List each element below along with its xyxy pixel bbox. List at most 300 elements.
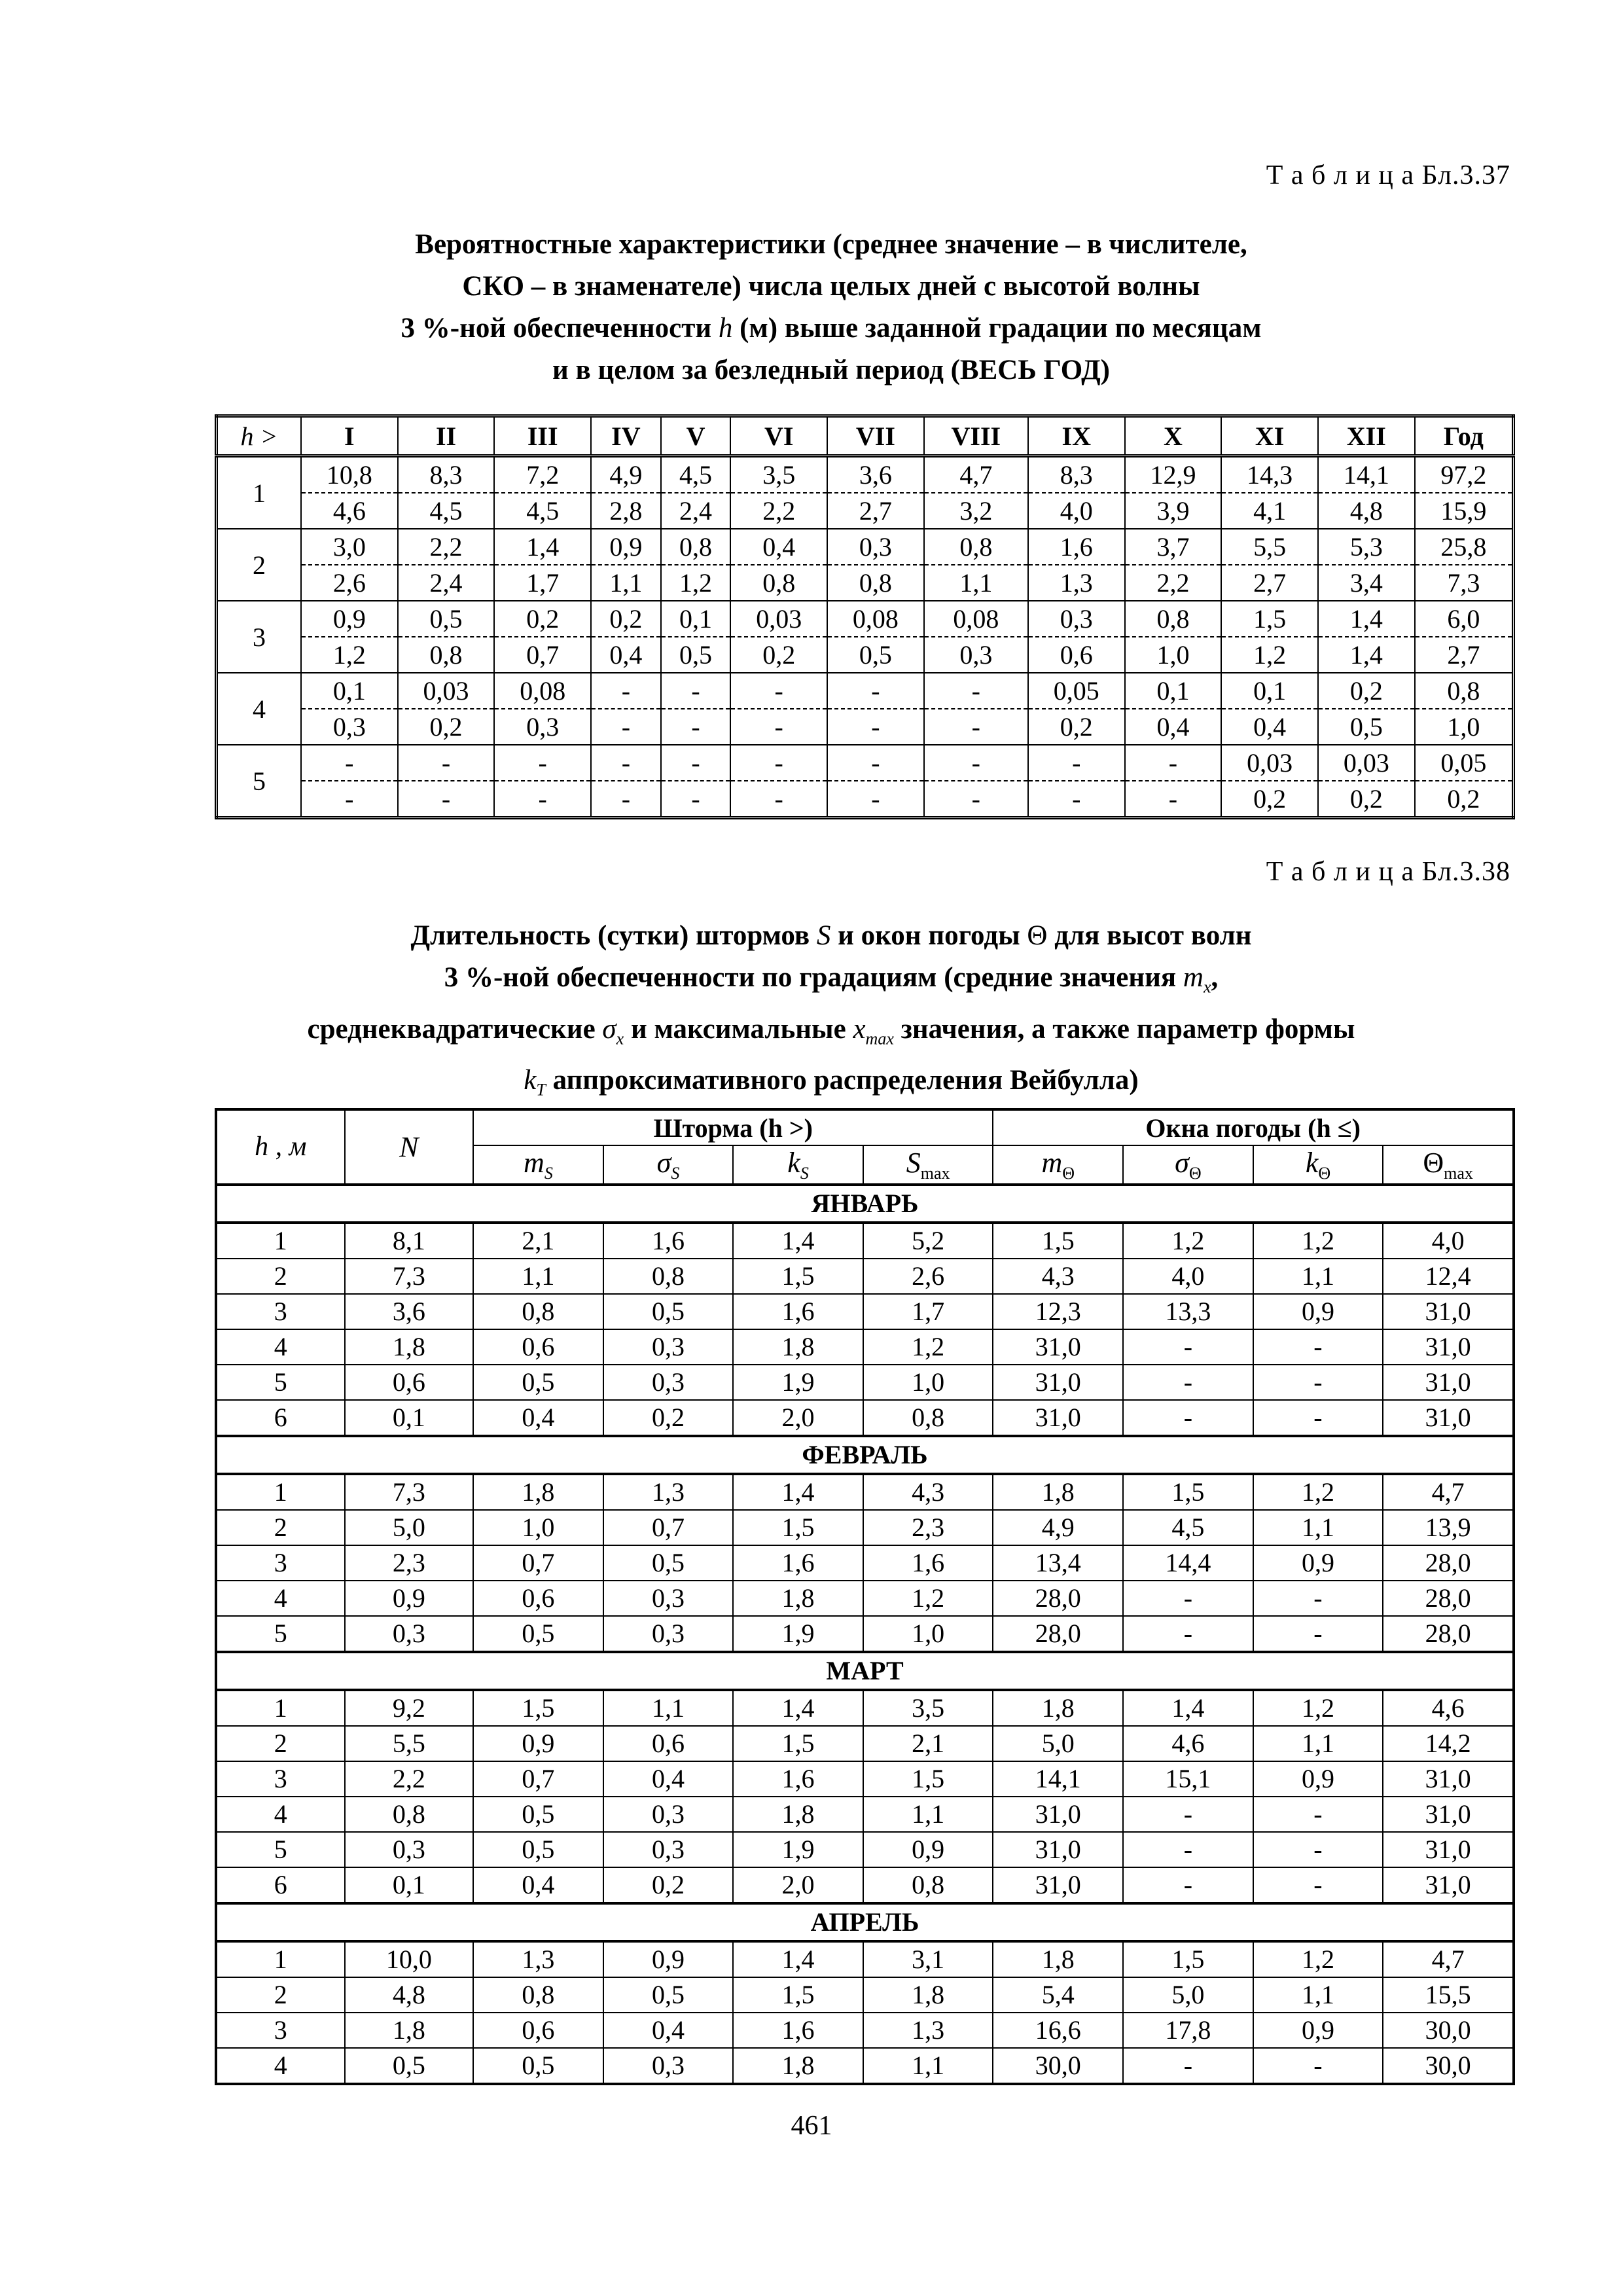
sko-cell: 0,4: [1221, 709, 1318, 745]
title-line: и в целом за безледный период (ВЕСЬ ГОД): [552, 355, 1111, 386]
table-cell: 30,0: [1383, 2013, 1514, 2048]
table-cell: 5,0: [345, 1510, 474, 1545]
table-cell: 2,0: [733, 1867, 863, 1903]
sko-cell: -: [1028, 781, 1125, 818]
mean-cell: 25,8: [1415, 529, 1514, 565]
h-header: h , м: [216, 1109, 345, 1185]
table-cell: 5,0: [993, 1726, 1123, 1761]
month-row: [216, 1185, 1514, 1223]
table-cell: 0,9: [1253, 1761, 1383, 1797]
sko-cell: 4,5: [494, 493, 591, 529]
sko-cell: 1,3: [1028, 565, 1125, 601]
table-row: [216, 1294, 1514, 1329]
mean-cell: 0,2: [1318, 673, 1415, 709]
table-row: [216, 1690, 1514, 1726]
sko-cell: 1,2: [301, 637, 398, 673]
mean-cell: 0,4: [730, 529, 827, 565]
table-cell: 31,0: [1383, 1867, 1514, 1903]
table-cell: 1,8: [473, 1474, 603, 1510]
sko-cell: 0,3: [301, 709, 398, 745]
table-cell: 1,8: [993, 1474, 1123, 1510]
sko-cell: -: [730, 781, 827, 818]
table-cell: 0,5: [345, 2048, 474, 2084]
title-line: [196, 308, 1466, 350]
sko-cell: 0,2: [1028, 709, 1125, 745]
sko-cell: 0,4: [591, 637, 661, 673]
table-cell: 1,1: [1253, 1510, 1383, 1545]
sko-cell: 0,8: [827, 565, 924, 601]
mean-cell: -: [591, 673, 661, 709]
table-cell: 2,1: [863, 1726, 993, 1761]
table-cell: 0,3: [603, 1616, 734, 1652]
sko-cell: 0,5: [1318, 709, 1415, 745]
table-cell: 31,0: [1383, 1294, 1514, 1329]
table-cell: 0,1: [345, 1867, 474, 1903]
mean-cell: 0,1: [301, 673, 398, 709]
table-cell: 2: [216, 1977, 345, 2013]
table-cell: 12,3: [993, 1294, 1123, 1329]
h-symbol: h: [718, 313, 733, 344]
table-cell: 0,7: [603, 1510, 734, 1545]
table-cell: 0,4: [473, 1867, 603, 1903]
column-header: IX: [1028, 416, 1125, 456]
table-cell: 4,0: [1383, 1223, 1514, 1259]
mean-cell: -: [661, 745, 731, 781]
table-cell: 2,2: [345, 1761, 474, 1797]
storm-duration-table: [215, 1108, 1515, 2085]
mean-cell: 4,7: [924, 456, 1028, 493]
title-line: [196, 1060, 1466, 1111]
theta-max-header: $\Theta_{max}$: [1383, 1145, 1514, 1185]
sigma-theta-header: $\sigma_\Theta$: [1123, 1145, 1253, 1185]
storms-header: Шторма (h >): [473, 1109, 993, 1145]
table-row: [216, 1545, 1514, 1581]
table-cell: 0,8: [863, 1867, 993, 1903]
table-cell: 1,8: [733, 1797, 863, 1832]
sko-cell: 0,3: [494, 709, 591, 745]
mean-cell: 0,05: [1028, 673, 1125, 709]
mean-cell: 1,5: [1221, 601, 1318, 637]
mean-cell: 0,9: [301, 601, 398, 637]
mean-cell: -: [924, 745, 1028, 781]
table-cell: -: [1123, 1797, 1253, 1832]
mean-cell: -: [661, 673, 731, 709]
table-cell: 0,3: [603, 1832, 734, 1867]
table-cell: 31,0: [993, 1797, 1123, 1832]
table-cell: 3: [216, 1545, 345, 1581]
table-cell: 31,0: [1383, 1365, 1514, 1400]
table-cell: 1,8: [733, 1329, 863, 1365]
sko-cell: 0,2: [398, 709, 495, 745]
h-gradation-cell: 2: [217, 529, 302, 601]
mean-cell: -: [494, 745, 591, 781]
table-cell: 5,4: [993, 1977, 1123, 2013]
table-cell: 0,3: [603, 1581, 734, 1616]
table-cell: 4: [216, 1797, 345, 1832]
mx-symbol: $m_x$: [1183, 962, 1211, 997]
table-cell: 0,4: [603, 1761, 734, 1797]
sko-cell: 2,2: [1125, 565, 1222, 601]
mean-cell: 0,8: [661, 529, 731, 565]
table-cell: 28,0: [1383, 1545, 1514, 1581]
table-cell: 1,5: [473, 1690, 603, 1726]
table-cell: -: [1123, 1867, 1253, 1903]
sko-cell: -: [301, 781, 398, 818]
table-cell: 0,5: [473, 1832, 603, 1867]
sko-cell: 1,0: [1125, 637, 1222, 673]
table-cell: 0,8: [473, 1294, 603, 1329]
mean-cell: 8,3: [398, 456, 495, 493]
table-cell: 4,5: [1123, 1510, 1253, 1545]
table-cell: 1,3: [863, 2013, 993, 2048]
ks-header: $k_S$: [733, 1145, 863, 1185]
mean-cell: 0,2: [591, 601, 661, 637]
table-cell: 6: [216, 1400, 345, 1436]
sko-cell: 0,2: [1221, 781, 1318, 818]
table-cell: 0,5: [603, 1294, 734, 1329]
table-row: [216, 1510, 1514, 1545]
table-cell: 1,2: [1253, 1474, 1383, 1510]
table-cell: 0,9: [345, 1581, 474, 1616]
title-line: 3 %-ной обеспеченности по градациям (средние значения $m_x$,: [444, 962, 1219, 997]
table-cell: 1,5: [993, 1223, 1123, 1259]
sko-cell: 2,7: [1221, 565, 1318, 601]
smax-header: $S_{max}$: [863, 1145, 993, 1185]
mean-cell: 0,03: [730, 601, 827, 637]
table-cell: 0,6: [473, 1329, 603, 1365]
column-header: XII: [1318, 416, 1415, 456]
h-gradation-cell: 3: [217, 601, 302, 673]
table-cell: 0,5: [473, 1365, 603, 1400]
table-cell: 17,8: [1123, 2013, 1253, 2048]
table-cell: 1,1: [1253, 1259, 1383, 1294]
mean-cell: 10,8: [301, 456, 398, 493]
mean-cell: 0,1: [1125, 673, 1222, 709]
table-cell: 1,6: [733, 2013, 863, 2048]
table-cell: 12,4: [1383, 1259, 1514, 1294]
sko-cell: 2,7: [1415, 637, 1514, 673]
table-cell: 0,8: [863, 1400, 993, 1436]
table-cell: 0,6: [345, 1365, 474, 1400]
table-cell: 6: [216, 1867, 345, 1903]
table-row: [216, 1400, 1514, 1436]
table-cell: -: [1123, 1832, 1253, 1867]
column-header: X: [1125, 416, 1222, 456]
table-cell: 13,3: [1123, 1294, 1253, 1329]
table-cell: -: [1253, 1616, 1383, 1652]
table-cell: 0,3: [603, 1329, 734, 1365]
mean-cell: -: [398, 745, 495, 781]
table-cell: 1,5: [863, 1761, 993, 1797]
mean-cell: 1,4: [1318, 601, 1415, 637]
table-cell: 0,9: [603, 1941, 734, 1977]
table-row: [216, 1581, 1514, 1616]
table-cell: 0,1: [345, 1400, 474, 1436]
table-cell: 1,2: [863, 1581, 993, 1616]
sko-cell: 7,3: [1415, 565, 1514, 601]
column-header: II: [398, 416, 495, 456]
theta-symbol: Θ: [1027, 920, 1048, 951]
table-cell: 4: [216, 1581, 345, 1616]
mean-cell: 3,7: [1125, 529, 1222, 565]
sko-cell: -: [661, 709, 731, 745]
sko-row: [217, 565, 1514, 601]
table-cell: 1,4: [733, 1223, 863, 1259]
table-cell: 0,5: [473, 2048, 603, 2084]
table-cell: 1: [216, 1223, 345, 1259]
table-cell: -: [1123, 2048, 1253, 2084]
table-cell: 1,5: [733, 1259, 863, 1294]
table-cell: 15,5: [1383, 1977, 1514, 2013]
h-gradation-cell: 4: [217, 673, 302, 745]
sko-cell: -: [827, 709, 924, 745]
mean-cell: 0,8: [1415, 673, 1514, 709]
table-cell: 0,3: [603, 2048, 734, 2084]
table-cell: -: [1253, 1797, 1383, 1832]
mean-cell: 12,9: [1125, 456, 1222, 493]
month-name: ФЕВРАЛЬ: [216, 1436, 1514, 1474]
table-row: [216, 1761, 1514, 1797]
table-cell: 1,4: [733, 1690, 863, 1726]
table-cell: 0,8: [345, 1797, 474, 1832]
mean-cell: 1,4: [494, 529, 591, 565]
table-cell: 31,0: [1383, 1797, 1514, 1832]
table-cell: 31,0: [1383, 1832, 1514, 1867]
table-row: [216, 1474, 1514, 1510]
k-theta-header: $k_\Theta$: [1253, 1145, 1383, 1185]
page-number: 461: [791, 2111, 832, 2141]
table-cell: 1,5: [1123, 1941, 1253, 1977]
table-label: Т а б л и ц а Бл.3.38: [1266, 857, 1510, 887]
table-cell: 4,6: [1383, 1690, 1514, 1726]
table-cell: 0,9: [863, 1832, 993, 1867]
table-cell: 1,0: [473, 1510, 603, 1545]
title-fragment: среднеквадратические: [307, 1013, 596, 1045]
mean-cell: 0,08: [924, 601, 1028, 637]
mean-cell: 0,08: [827, 601, 924, 637]
table-cell: 2,0: [733, 1400, 863, 1436]
sko-cell: 1,1: [591, 565, 661, 601]
table-cell: -: [1253, 1365, 1383, 1400]
column-header: III: [494, 416, 591, 456]
table-cell: 2,3: [863, 1510, 993, 1545]
title-line: СКО – в знаменателе) числа целых дней с высотой волны: [462, 271, 1200, 302]
table-cell: 4: [216, 2048, 345, 2084]
mean-row: [217, 456, 1514, 493]
table-cell: 2: [216, 1726, 345, 1761]
table-cell: 31,0: [993, 1867, 1123, 1903]
header-row: [217, 416, 1514, 456]
table-cell: 31,0: [1383, 1400, 1514, 1436]
mean-cell: -: [924, 673, 1028, 709]
table-cell: 30,0: [1383, 2048, 1514, 2084]
month-name: АПРЕЛЬ: [216, 1903, 1514, 1941]
table-cell: 31,0: [993, 1365, 1123, 1400]
sigma-s-header: $\sigma_S$: [603, 1145, 734, 1185]
sko-cell: 4,8: [1318, 493, 1415, 529]
sko-cell: -: [924, 781, 1028, 818]
title-line: [196, 1009, 1466, 1060]
m-theta-header: $m_\Theta$: [993, 1145, 1123, 1185]
table-cell: 0,5: [603, 1545, 734, 1581]
table-cell: -: [1253, 1329, 1383, 1365]
table-cell: -: [1253, 1400, 1383, 1436]
table-cell: 0,4: [473, 1400, 603, 1436]
table-cell: 7,3: [345, 1474, 474, 1510]
table-cell: 1,4: [1123, 1690, 1253, 1726]
table-row: [216, 1832, 1514, 1867]
table-cell: 13,4: [993, 1545, 1123, 1581]
table-cell: 1,7: [863, 1294, 993, 1329]
mean-row: [217, 673, 1514, 709]
title-fragment: аппроксимативного распределения Вейбулла): [552, 1065, 1139, 1096]
mean-cell: 4,5: [661, 456, 731, 493]
table-cell: 1,6: [733, 1545, 863, 1581]
table-cell: 0,6: [603, 1726, 734, 1761]
probability-table: [215, 414, 1515, 819]
mean-cell: 2,2: [398, 529, 495, 565]
table-cell: 1: [216, 1941, 345, 1977]
title-fragment: и окон погоды: [838, 920, 1020, 951]
mean-cell: 1,6: [1028, 529, 1125, 565]
mean-cell: 0,03: [1318, 745, 1415, 781]
table-cell: 31,0: [993, 1400, 1123, 1436]
month-row: [216, 1436, 1514, 1474]
table-cell: 1,3: [473, 1941, 603, 1977]
table-cell: 3: [216, 2013, 345, 2048]
table-cell: -: [1123, 1616, 1253, 1652]
sko-cell: 1,2: [661, 565, 731, 601]
table-cell: 4: [216, 1329, 345, 1365]
table-cell: 9,2: [345, 1690, 474, 1726]
table-cell: 16,6: [993, 2013, 1123, 2048]
table-cell: 0,3: [345, 1616, 474, 1652]
table-cell: 1,2: [1253, 1941, 1383, 1977]
table-cell: 10,0: [345, 1941, 474, 1977]
table-cell: 1,6: [733, 1294, 863, 1329]
mean-cell: 0,03: [1221, 745, 1318, 781]
mean-row: [217, 601, 1514, 637]
sko-cell: -: [591, 781, 661, 818]
table-cell: 14,4: [1123, 1545, 1253, 1581]
mean-cell: 0,08: [494, 673, 591, 709]
table-cell: 0,9: [1253, 1545, 1383, 1581]
table-cell: 4,3: [863, 1474, 993, 1510]
table-cell: 1,8: [345, 2013, 474, 2048]
table-row: [216, 1329, 1514, 1365]
mean-cell: 0,3: [827, 529, 924, 565]
table-row: [216, 1223, 1514, 1259]
s-symbol: S: [816, 920, 831, 951]
table-cell: 1,2: [1123, 1223, 1253, 1259]
mean-cell: -: [1125, 745, 1222, 781]
table-cell: 28,0: [1383, 1616, 1514, 1652]
title-line: Вероятностные характеристики (среднее значение – в числителе,: [415, 229, 1247, 260]
table-cell: -: [1123, 1329, 1253, 1365]
sko-cell: 0,5: [661, 637, 731, 673]
table-cell: 2: [216, 1259, 345, 1294]
mean-cell: 3,5: [730, 456, 827, 493]
sko-cell: -: [1125, 781, 1222, 818]
table-cell: 1,4: [733, 1941, 863, 1977]
table-cell: 0,6: [473, 1581, 603, 1616]
sko-cell: 3,9: [1125, 493, 1222, 529]
table-cell: 1,4: [733, 1474, 863, 1510]
month-name: ЯНВАРЬ: [216, 1185, 1514, 1223]
mean-cell: 0,8: [924, 529, 1028, 565]
table-cell: 1: [216, 1474, 345, 1510]
table-cell: 3: [216, 1761, 345, 1797]
table-cell: 3,6: [345, 1294, 474, 1329]
h-gradation-cell: 1: [217, 456, 302, 529]
sko-cell: 4,6: [301, 493, 398, 529]
table-cell: 0,3: [345, 1832, 474, 1867]
table-cell: 0,8: [603, 1259, 734, 1294]
table-cell: 4,7: [1383, 1941, 1514, 1977]
title-fragment: значения, а также параметр формы: [901, 1013, 1355, 1045]
mean-cell: -: [1028, 745, 1125, 781]
header-row: [216, 1109, 1514, 1145]
table-cell: 4,6: [1123, 1726, 1253, 1761]
sko-cell: 1,2: [1221, 637, 1318, 673]
sko-cell: 0,8: [398, 637, 495, 673]
table-cell: 4,0: [1123, 1259, 1253, 1294]
sko-cell: 3,2: [924, 493, 1028, 529]
mean-cell: -: [827, 745, 924, 781]
table-cell: 1,2: [863, 1329, 993, 1365]
table-cell: 1,5: [733, 1510, 863, 1545]
table-cell: 0,2: [603, 1400, 734, 1436]
table-cell: 14,1: [993, 1761, 1123, 1797]
table-cell: 0,3: [603, 1365, 734, 1400]
sko-cell: -: [398, 781, 495, 818]
table-cell: 31,0: [993, 1832, 1123, 1867]
kt-symbol: $k_T$: [524, 1065, 546, 1100]
sko-cell: -: [924, 709, 1028, 745]
table-cell: 30,0: [993, 2048, 1123, 2084]
mean-cell: 0,2: [494, 601, 591, 637]
table-title: [196, 915, 1466, 1111]
sko-cell: 0,8: [730, 565, 827, 601]
title-fragment: Длительность (сутки) штормов: [410, 920, 810, 951]
sko-cell: 2,4: [661, 493, 731, 529]
table-cell: 1,9: [733, 1365, 863, 1400]
sko-cell: 4,1: [1221, 493, 1318, 529]
title-fragment: и максимальные: [630, 1013, 846, 1045]
table-cell: 13,9: [1383, 1510, 1514, 1545]
sko-cell: 0,2: [730, 637, 827, 673]
table-label: Т а б л и ц а Бл.3.37: [1266, 160, 1510, 190]
column-header: Год: [1415, 416, 1514, 456]
table-cell: 3,1: [863, 1941, 993, 1977]
mean-cell: 5,3: [1318, 529, 1415, 565]
mean-cell: -: [827, 673, 924, 709]
mean-cell: 6,0: [1415, 601, 1514, 637]
table-row: [216, 1867, 1514, 1903]
table-cell: 1,1: [473, 1259, 603, 1294]
column-header: XI: [1221, 416, 1318, 456]
mean-cell: -: [730, 673, 827, 709]
table-cell: 1,3: [603, 1474, 734, 1510]
sko-cell: -: [591, 709, 661, 745]
table-cell: 0,2: [603, 1867, 734, 1903]
mean-cell: 3,6: [827, 456, 924, 493]
title-fragment: (м) выше заданной градации по месяцам: [740, 313, 1262, 344]
table-cell: 4,7: [1383, 1474, 1514, 1510]
table-cell: 15,1: [1123, 1761, 1253, 1797]
title-fragment: для высот волн: [1054, 920, 1252, 951]
sko-cell: 15,9: [1415, 493, 1514, 529]
